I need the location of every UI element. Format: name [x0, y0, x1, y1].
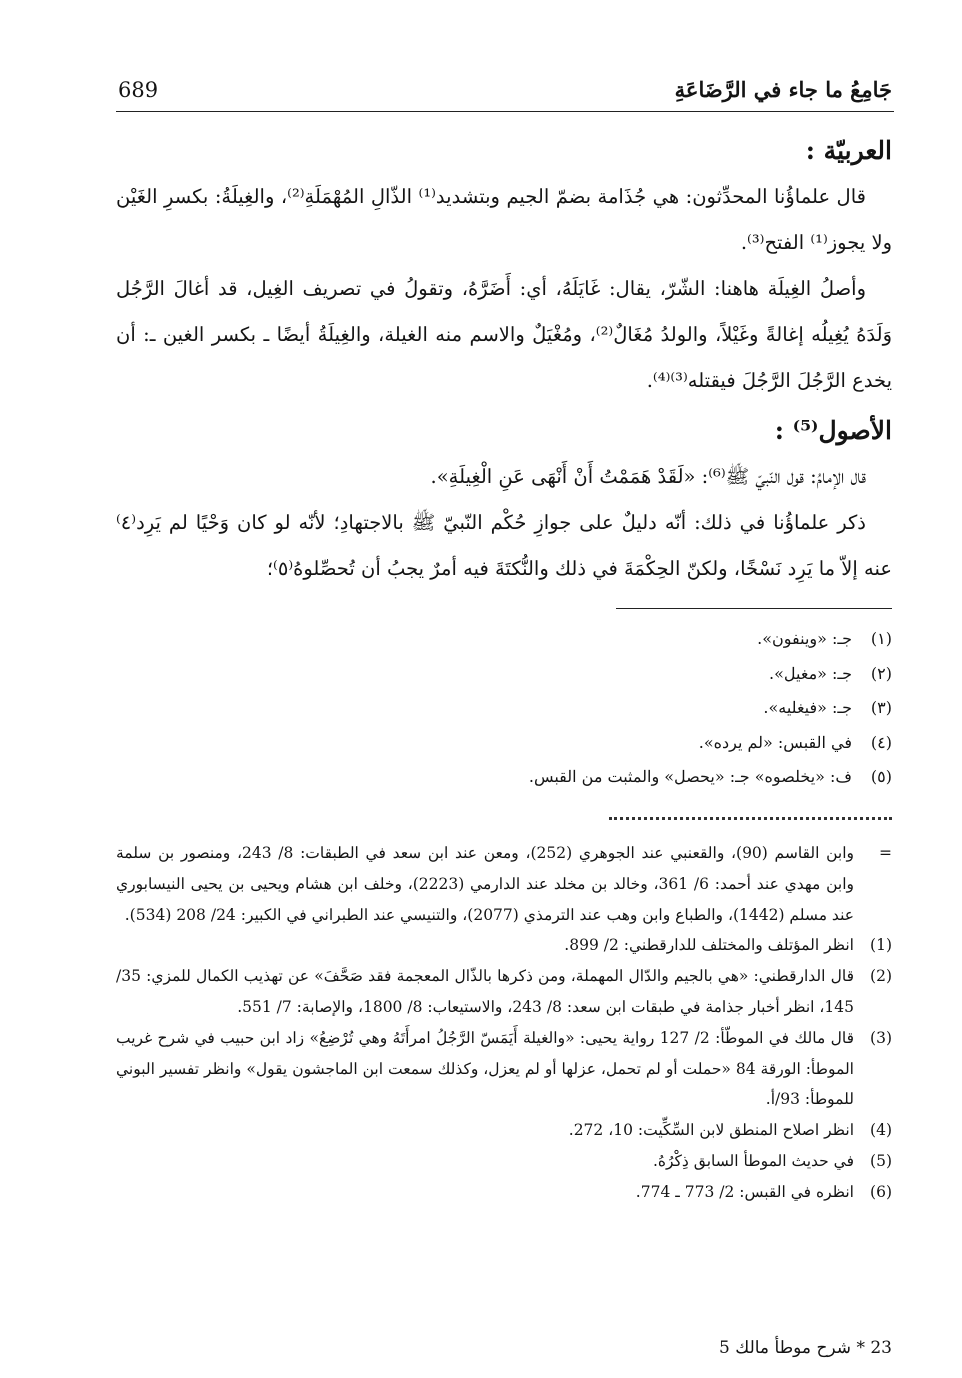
footnote-text: انظر المؤتلف والمختلف للدارقطني: 2/ 899.	[564, 936, 854, 955]
paragraph-2: وأصلُ الغِيلَة هاهنا: الشّرّ، يقال: غَايَلَهُ، أي: أَضَرَّهُ، وتقولُ في تصريف الغِيل، قد أغالَ الرَّجُل وَلَدَهُ يُغِيلُه إغالةً وغَيْلاً، والولدُ مُغَالٌ⁽²⁾، ومُغْيَلٌ والاسم منه الغيلة، والغِيلَةُ أيضًا ـ بكسر الغين ـ: أن يخدع الرَّجُلَ الرَّجُلَ فيقتله⁽³⁾⁽⁴⁾.	[116, 277, 893, 392]
source-footnotes	[116, 838, 892, 1208]
footnote-text: جـ: «مغيل».	[769, 663, 852, 683]
section-heading-arabiyya: العربيّة :	[805, 136, 892, 165]
footnote-item	[116, 1177, 892, 1208]
dotted-separator	[609, 817, 892, 820]
footnote-number: (٢)	[870, 663, 892, 683]
footnote-text: ف: «يخلصوه» جـ: «يحصل» والمثبت من القبس.	[528, 767, 852, 786]
footnote-item	[116, 961, 892, 1023]
footnote-item	[116, 760, 892, 795]
footnote-item	[116, 930, 892, 961]
paragraph-4: ذكر علماؤُنا في ذلك: أنّه دليلٌ على جوازِ حُكْم النّبيّ ﷺ بالاجتهادِ؛ لأنّه لو كان وَحْيًا لم يَرِد⁽٤⁾ عنه إلاّ ما يَرِد نَسْخًا، ولكنّ الحِكْمَةَ في ذلك والنُّكتَةَ فيه أمرٌ يجبُ أن تُحصِّلوهُ⁽٥⁾؛	[116, 511, 892, 580]
paragraph-1: قال علماؤُنا المحدِّثون: هي جُذَامة بضمّ الجيم وبتشديد⁽¹⁾ الذّالِ المُهْمَلَةِ⁽²⁾، والغِيلَةُ: بكسرِ الغَيْن ولا يجوز⁽¹⁾ الفتح⁽³⁾.	[116, 185, 892, 254]
footnote-number: (4)	[870, 1121, 892, 1140]
editor-footnotes	[116, 622, 892, 795]
main-text	[116, 128, 892, 592]
footnote-number: (٤)	[870, 732, 892, 752]
footnote-number: =	[879, 844, 892, 862]
footnote-number: (٥)	[870, 767, 892, 786]
signature-line: 23 * شرح موطأ مالك 5	[719, 1338, 892, 1358]
footnote-number: (6)	[870, 1182, 892, 1201]
footnote-text: وابن القاسم (90)، والقعنبي عند الجوهري (252)، ومعن عند ابن سعد في الطبقات: 8/ 243، ومنصور بن سلمة وابن مهدي عند أحمد: 6/ 361، وخالد بن مخلد عند الدارمي (2223)، وخلف ابن هشام ويحيى بن يحيى النيسابوري عند مسلم (1442)، والطباع وابن وهب عند الترمذي (2077)، والتنيسي عند الطبراني في الكبير: 24/ 208 (534).	[116, 844, 855, 924]
footnote-number: (5)	[870, 1151, 892, 1170]
header-rule	[116, 111, 894, 112]
footnote-separator	[616, 608, 892, 609]
footnote-text: انظر اصلاح المنطق لابن السِّكِّيت: 10، 272.	[568, 1121, 854, 1140]
footnote-item	[116, 1115, 892, 1146]
section-heading-usul: الأصول⁽⁵⁾ :	[774, 416, 892, 445]
footnote-item	[116, 657, 892, 692]
footnote-text: جـ: «وينفون».	[757, 629, 852, 648]
footnote-number: (٣)	[870, 698, 892, 717]
footnote-item	[116, 691, 892, 726]
footnote-item	[116, 622, 892, 657]
footnote-item	[116, 838, 892, 930]
footnote-text: في القبس: «لم يرده».	[698, 732, 852, 752]
footnote-number: (1)	[870, 936, 892, 955]
footnote-number: (2)	[870, 967, 892, 986]
footnote-number: (3)	[870, 1028, 892, 1047]
footnote-item	[116, 1146, 892, 1177]
paragraph-3: قال الإمامُ: قول النّبيّ ﷺ⁽⁶⁾: «لَقَدْ هَمَمْتُ أَنْ أَنْهَى عَنِ الْغِيلَةِ».	[430, 465, 866, 488]
page-number: 689	[118, 78, 159, 102]
footnote-text: جـ: «فيغليه».	[763, 698, 852, 717]
footnote-text: انظره في القبس: 2/ 773 ـ 774.	[635, 1182, 854, 1201]
footnote-number: (١)	[870, 629, 892, 648]
running-header-title: جَامِعُ ما جاء في الرَّضَاعَةِ	[674, 77, 892, 102]
footnote-item	[116, 1023, 892, 1115]
footnote-text: قال الدارقطني: «هي بالجيم والدّال المهملة، ومن ذكرها بالذّال المعجمة فقد صَحَّفَ» عن تهذيب الكمال للمزي: 35/ 145، انظر أخبار جذامة في طبقات ابن سعد: 8/ 243، والاستيعاب: 8/ 1800، والإصابة: 7/ 551.	[116, 967, 854, 1016]
footnote-item	[116, 726, 892, 761]
footnote-text: في حديث الموطأ السابق ذِكْرُهُ.	[652, 1151, 854, 1170]
footnote-text: قال مالك في الموطّأ: 2/ 127 رواية يحيى: «والغيلة أَيَمَسّ الرَّجُلُ امرأَتَهُ وهي تُرْضِعُ» زاد ابن حبيب في شرح غريب الموطأ: الورقة 84 «حملت أو لم تحمل، عزلها أو لم يعزل، وكذلك سمعت ابن الماجشون يقول» وانظر تفسير البوني للموطأ: 93/أ.	[116, 1028, 854, 1109]
